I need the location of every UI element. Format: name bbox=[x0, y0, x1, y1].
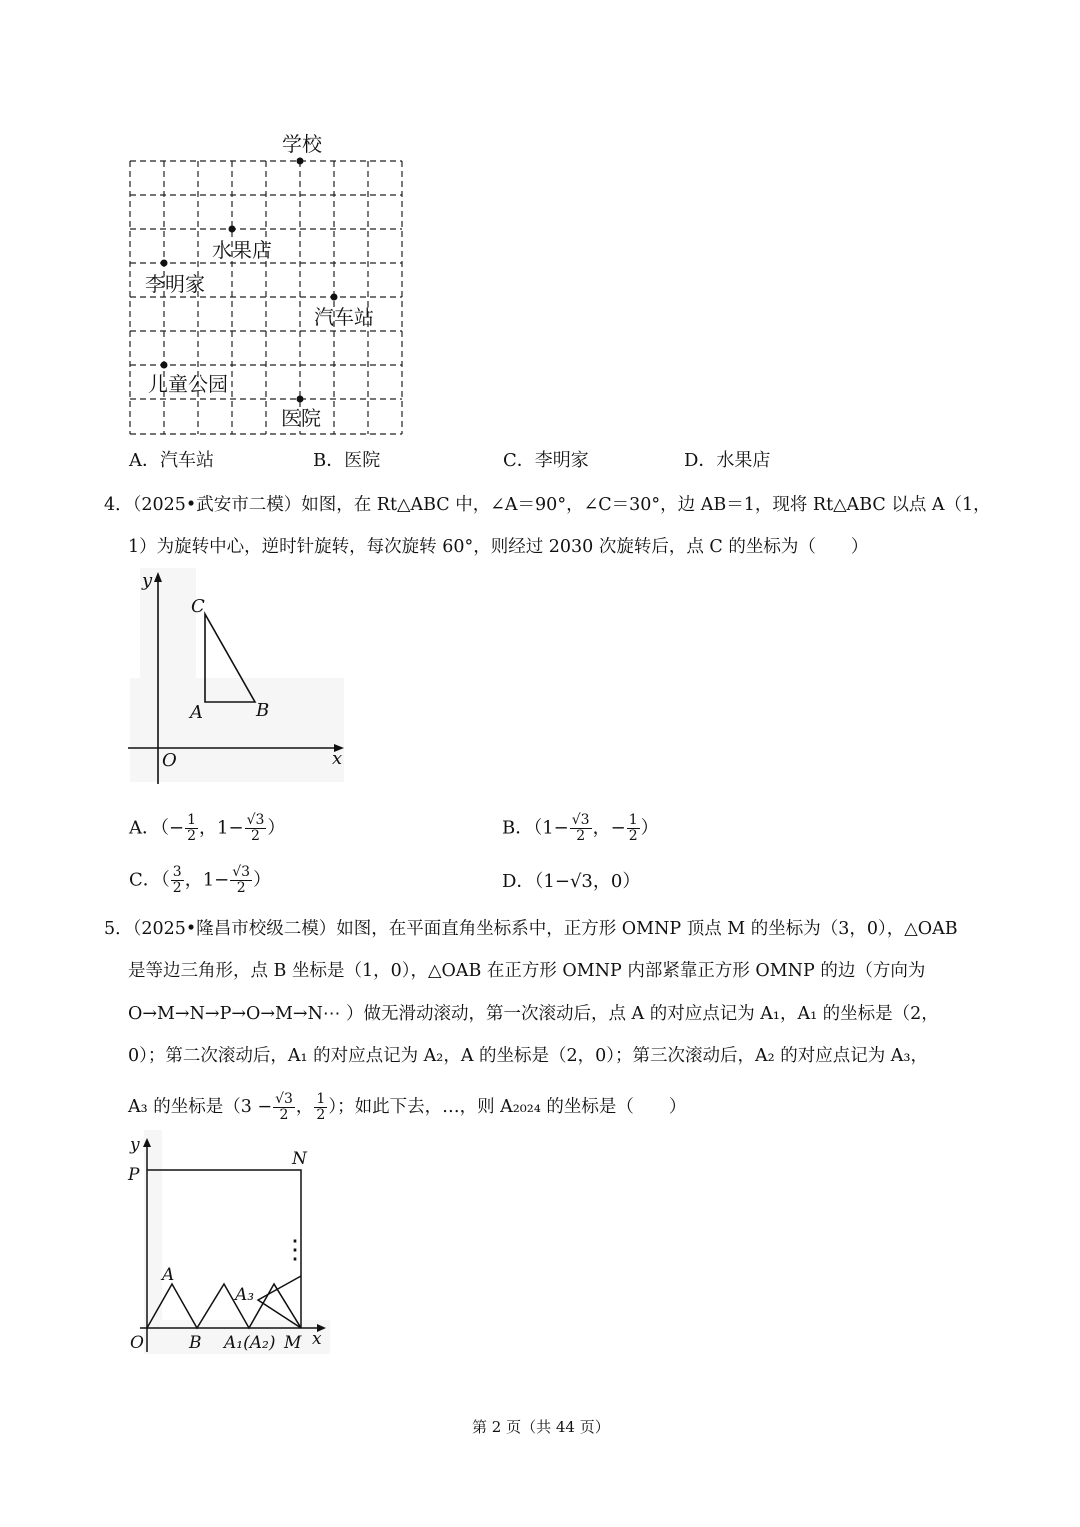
q4-figure bbox=[120, 568, 360, 790]
q5-dots: ⋮ bbox=[282, 1235, 308, 1265]
q5-figure bbox=[118, 1130, 338, 1360]
q4-point-c-label: C bbox=[191, 596, 205, 617]
q4-point-b-label: B bbox=[256, 700, 270, 721]
q4-option-b: B．（1− $\frac{√3}{2}$ ，− $\frac{1}{2}$ ） bbox=[502, 812, 659, 844]
q4-option-c: C．（ $\frac{3}{2}$ ，1− $\frac{√3}{2}$ ） bbox=[129, 864, 272, 896]
school-label: 学校 bbox=[282, 132, 322, 156]
q5-a1a2-label: A₁(A₂) bbox=[224, 1333, 276, 1353]
q5-stem-line4: 0）；第二次滚动后，A₁ 的对应点记为 A₂，A 的坐标是（2，0）；第三次滚动后，A₂ 的对应点记为 A₃， bbox=[128, 1046, 928, 1066]
q5-stem-line3: O→M→N→P→O→M→N⋯ ）做无滑动滚动，第一次滚动后，点 A 的对应点记为 A₁，A₁ 的坐标是（2， bbox=[128, 1004, 939, 1024]
q5-a3-label: A₃ bbox=[235, 1285, 255, 1305]
q5-a-label: A bbox=[162, 1265, 175, 1285]
q5-stem-line2: 是等边三角形，点 B 坐标是（1，0），△OAB 在正方形 OMNP 内部紧靠正方形 OMNP 的边（方向为 bbox=[128, 961, 926, 981]
q5-x-label: x bbox=[312, 1329, 322, 1349]
q3-option-b: B．医院 bbox=[313, 450, 381, 471]
q5-square-omnp bbox=[147, 1170, 301, 1328]
hospital-point bbox=[297, 396, 304, 403]
q4-stem-line2: 1）为旋转中心，逆时针旋转，每次旋转 60°，则经过 2030 次旋转后，点 C 的坐标为（ ） bbox=[128, 537, 869, 557]
q5-y-label: y bbox=[130, 1135, 140, 1155]
q5-origin-label: O bbox=[130, 1333, 144, 1353]
q5-b-label: B bbox=[189, 1333, 202, 1353]
q4-option-a: A．（− $\frac{1}{2}$ ，1− $\frac{√3}{2}$ ） bbox=[129, 812, 286, 844]
liming-home-label: 李明家 bbox=[145, 272, 205, 296]
q4-point-a-label: A bbox=[190, 702, 203, 723]
fruit-store-point bbox=[229, 226, 236, 233]
liming-home-point bbox=[161, 260, 168, 267]
q3-option-d: D．水果店 bbox=[684, 450, 771, 471]
bus-station-point bbox=[331, 294, 338, 301]
q4-stem-line1: 4．（2025•武安市二模）如图，在 Rt△ABC 中，∠A＝90°，∠C＝30°，边 AB＝1，现将 Rt△ABC 以点 A（1， bbox=[104, 495, 991, 515]
fruit-store-label: 水果店 bbox=[212, 238, 272, 262]
q5-stem-line1: 5．（2025•隆昌市校级二模）如图，在平面直角坐标系中，正方形 OMNP 顶点 M 的坐标为（3，0），△OAB bbox=[104, 919, 958, 939]
page-footer: 第 2 页（共 44 页） bbox=[472, 1418, 610, 1436]
q4-origin-label: O bbox=[162, 750, 177, 771]
grid-map-figure bbox=[0, 0, 1080, 460]
hospital-label: 医院 bbox=[281, 406, 321, 430]
park-point bbox=[161, 362, 168, 369]
q5-n-label: N bbox=[292, 1149, 307, 1169]
q3-option-a: A．汽车站 bbox=[129, 450, 214, 471]
q4-option-d: D．（1−√3，0） bbox=[502, 871, 641, 892]
school-point bbox=[297, 158, 304, 165]
q5-m-label: M bbox=[284, 1333, 302, 1353]
q4-x-label: x bbox=[332, 748, 343, 769]
q4-y-label: y bbox=[142, 570, 153, 591]
bus-station-label: 汽车站 bbox=[314, 305, 374, 329]
q5-p-label: P bbox=[128, 1165, 140, 1185]
park-label: 儿童公园 bbox=[148, 372, 228, 396]
q3-option-c: C．李明家 bbox=[503, 450, 589, 471]
q5-stem-line5: A₃ 的坐标是（3 − $\frac{√3}{2}$ ， $\frac{1}{2}$ ）；如此下去，…，则 A₂₀₂₄ 的坐标是（ ） bbox=[128, 1091, 687, 1123]
